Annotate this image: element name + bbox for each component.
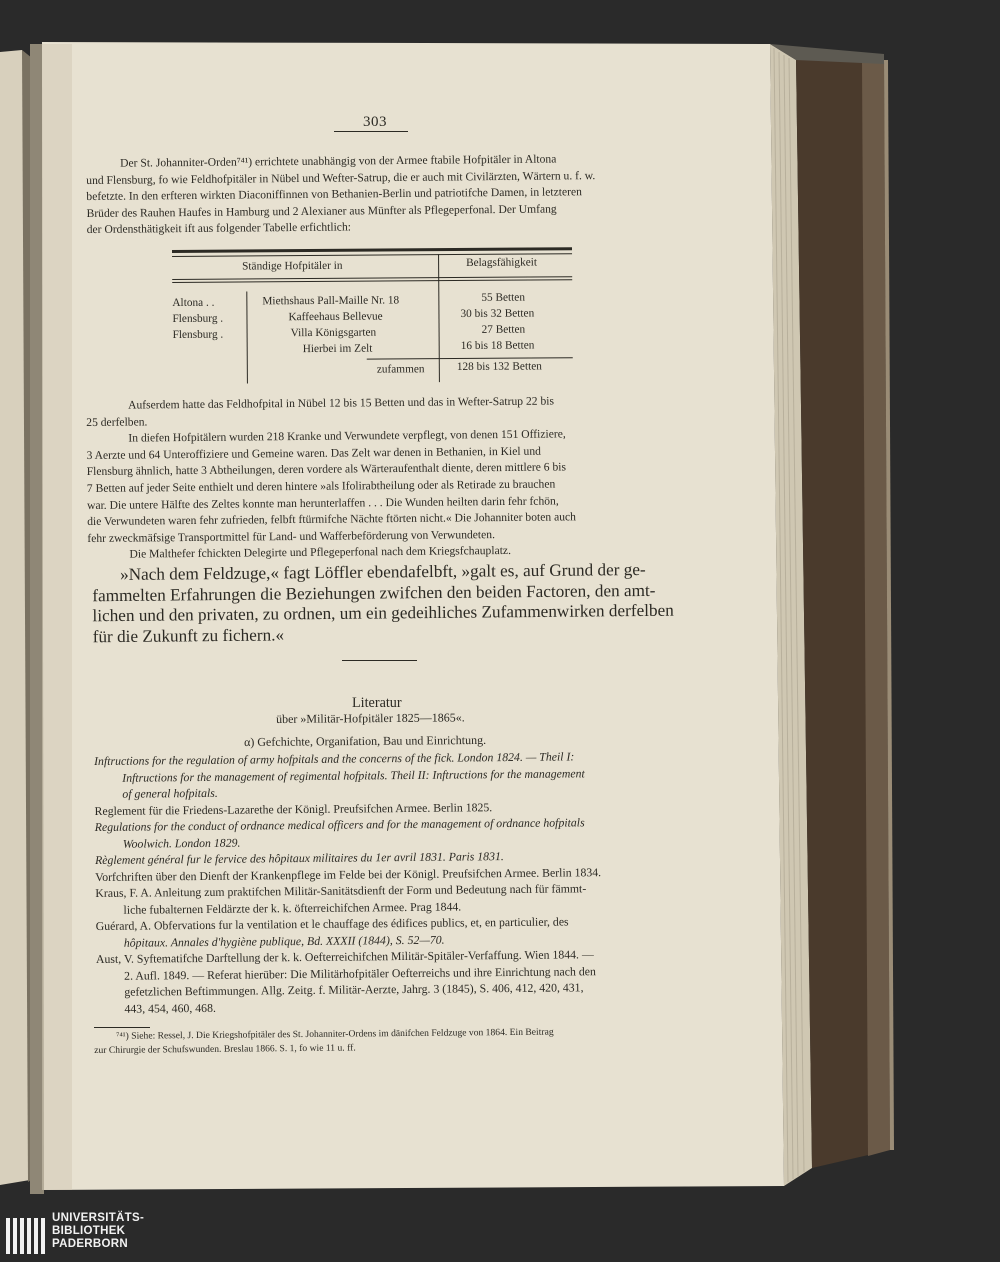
reference-line: 443, 454, 460, 468. xyxy=(124,1000,216,1016)
body-line: war. Die untere Hälfte des Zeltes konnte man herunterlaffen . . . Die Wunden heilten darin fehr fchön, xyxy=(86,494,559,512)
table-cell-capacity: 55 Betten xyxy=(481,291,526,304)
reference-line: Regulations for the conduct of ordnance medical officers and for the management of ordnance hofpitals xyxy=(94,815,585,834)
body-line: Aufserdem hatte das Feldhofpital in Nübel 12 bis 15 Betten und das in Wefter-Satrup 22 bis xyxy=(128,394,555,412)
body-line: 25 derfelben. xyxy=(86,415,148,429)
hospital-capacity-table xyxy=(172,247,577,384)
intro-line: Der St. Johanniter-Orden⁷⁴¹) errichtete unabhängig von der Armee ftabile Hofpitäler in Altona xyxy=(120,152,557,170)
body-line: In diefen Hofpitälern wurden 218 Kranke und Verwundete verpflegt, von denen 151 Offiziere, xyxy=(128,427,566,445)
table-cell-hospital: Miethshaus Pall-Maille Nr. 18 xyxy=(262,294,400,308)
body-line: fehr zweckmäfsige Transportmittel für Land- und Wafferbeförderung von Verwundeten. xyxy=(87,527,496,545)
table-rule-total xyxy=(367,357,573,359)
intro-line: befetzte. In den erfteren wirkten Diaconiffinnen von Bethanien-Berlin und patriotifche Damen, in letzteren xyxy=(86,185,582,204)
reference-line: Reglement für die Friedens-Lazarethe der Königl. Preufsifchen Armee. Berlin 1825. xyxy=(94,799,493,818)
body-line: 7 Betten auf jeder Seite enthielt und deren hintere »als Ifolirabtheilung oder als Retirade zu brauchen xyxy=(86,477,556,495)
reference-line: hôpitaux. Annales d'hygiène publique, Bd. XXXII (1844), S. 52—70. xyxy=(123,932,445,950)
table-column-divider xyxy=(246,291,248,383)
reference-line: Kraus, F. A. Anleitung zum praktifchen Militär-Sanitätsdienft der Form und Bedeutung nach für fämmt- xyxy=(95,881,587,900)
quote-line: lichen und den privaten, zu ordnen, um ein gedeihliches Zufammenwirken derfelben xyxy=(92,600,674,626)
quote-line: fammelten Erfahrungen die Beziehungen zwifchen den beiden Factoren, den amt- xyxy=(92,580,656,605)
reference-line: Règlement général fur le fervice des hôpitaux militaires du 1er avril 1831. Paris 1831. xyxy=(94,849,504,867)
reference-line: Aust, V. Syftematifche Darftellung der k. k. Oefterreichifchen Militär-Spitäler-Verfaffung. Wien 1844. — xyxy=(95,947,594,966)
body-line: Flensburg ähnlich, hatte 3 Abtheilungen, deren vordere als Wärteraufenthalt diente, deren mittlere 6 bis xyxy=(86,460,567,479)
quote-line: für die Zukunft zu fichern.« xyxy=(92,625,285,647)
table-total-label: zufammen xyxy=(376,363,425,376)
reference-line: liche fubalternen Feldärzte der k. k. öfterreichifchen Armee. Prag 1844. xyxy=(123,898,462,917)
literature-list xyxy=(94,747,687,1017)
page-number-rule xyxy=(334,131,408,132)
logo-line: PADERBORN xyxy=(52,1238,128,1250)
reference-line: Inftructions for the regulation of army hofpitals and the concerns of the fick. London 1824. — Theil I: xyxy=(94,749,575,768)
intro-line: und Flensburg, fo wie Feldhofpitäler in Nübel und Wefter-Satrup, die er auch mit Civilärzten, Wärtern u. f. w. xyxy=(86,168,596,187)
literature-subheading: über »Militär-Hofpitäler 1825—1865«. xyxy=(276,710,465,726)
table-cell-hospital: Villa Königsgarten xyxy=(290,326,377,340)
table-column-divider xyxy=(438,254,440,382)
table-cell-place: Altona . . xyxy=(172,296,215,309)
reference-line: gefetzlichen Beftimmungen. Allg. Zeitg. f. Militär-Aerzte, Jahrg. 3 (1845), S. 406, 412, 420, 431, xyxy=(124,980,584,999)
reference-line: Vorfchriften über den Dienft der Krankenpflege im Felde bei der Königl. Preufsifchen Armee. Berlin 1834. xyxy=(95,864,602,884)
library-logo-text xyxy=(52,1212,144,1251)
table-cell-capacity: 30 bis 32 Betten xyxy=(460,307,535,320)
reference-line: Guérard, A. Obfervations fur la ventilation et le chauffage des édifices publics, et, en particulier, des xyxy=(95,914,569,933)
table-cell-place: Flensburg . xyxy=(172,328,224,341)
intro-paragraph xyxy=(86,150,667,239)
literature-heading: Literatur xyxy=(352,695,402,711)
table-cell-capacity: 16 bis 18 Betten xyxy=(460,339,535,352)
body-line: Die Malthefer fchickten Delegirte und Pflegeperfonal nach dem Kriegsfchauplatz. xyxy=(129,544,512,561)
table-cell-hospital: Kaffeehaus Bellevue xyxy=(288,310,383,324)
quote-line: »Nach dem Feldzuge,« fagt Löffler ebendafelbft, »galt es, auf Grund der ge- xyxy=(120,559,646,584)
loeffler-quote xyxy=(92,559,681,648)
reference-line: 2. Aufl. 1849. — Referat hierüber: Die Militärhofpitäler Oefterreichs und ihre Einrichtung nach den xyxy=(124,963,596,983)
literature-section-heading: α) Gefchichte, Organifation, Bau und Einrichtung. xyxy=(244,732,487,749)
table-cell-hospital: Hierbei im Zelt xyxy=(302,342,373,356)
footnote-line: ⁷⁴¹) Siehe: Ressel, J. Die Kriegshofpitäler des St. Johanniter-Ordens im dänifchen Feldzuge von 1864. Ein Beitrag xyxy=(116,1026,554,1042)
table-header-capacity: Belagsfähigkeit xyxy=(466,256,538,269)
table-cell-capacity: 27 Betten xyxy=(481,323,526,336)
reference-line: Woolwich. London 1829. xyxy=(122,835,241,851)
page-number: 303 xyxy=(363,114,387,130)
body-line: 3 Aerzte und 64 Unteroffiziere und Gemeine waren. Das Zelt war denen in Bethanien, in Kiel und xyxy=(86,444,541,462)
logo-line: UNIVERSITÄTS- xyxy=(52,1212,145,1224)
intro-line: der Ordensthätigkeit ift aus folgender Tabelle erfichtlich: xyxy=(86,220,352,237)
logo-line: BIBLIOTHEK xyxy=(52,1225,126,1237)
footnote-line: zur Chirurgie der Schufswunden. Breslau 1866. S. 1, fo wie 11 u. ff. xyxy=(94,1042,356,1056)
table-total-value: 128 bis 132 Betten xyxy=(456,360,542,374)
reference-line: of general hofpitals. xyxy=(122,785,218,801)
hospital-statistics-paragraph xyxy=(86,392,668,563)
body-line: die Verwundeten waren fehr zufrieden, felbft ftürmifche Nächte ftörten nicht.« Die Johanniter boten auch xyxy=(87,510,577,529)
intro-line: Brüder des Rauhen Haufes in Hamburg und 2 Alexianer aus Münfter als Pflegeperfonal. Der Umfang xyxy=(86,202,557,220)
table-header-hospitals: Ständige Hofpitäler in xyxy=(242,259,343,273)
table-rule-header-thin xyxy=(172,279,572,283)
footnote xyxy=(94,1021,684,1058)
table-cell-place: Flensburg . xyxy=(172,312,224,325)
section-divider xyxy=(342,660,417,661)
reference-line: Inftructions for the management of regimental hofpitals. Theil II: Inftructions for the management xyxy=(122,765,585,785)
